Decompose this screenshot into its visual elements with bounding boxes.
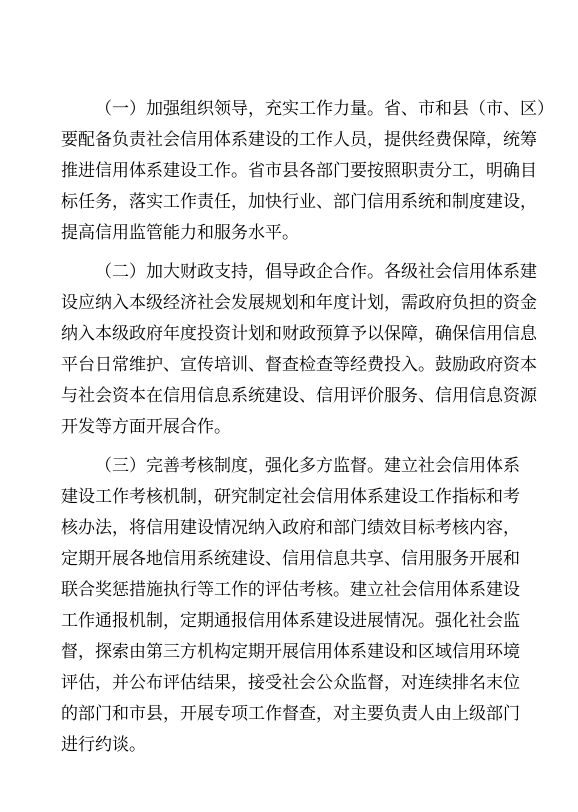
text-line: 工 作 通 报 机 制 ， 定 期 通 报 信 用 体 系 建 设 进 展 情 况 。 强 化 社 会 监	[61, 611, 520, 631]
document-body	[61, 94, 554, 769]
text-line: 的 部 门 和 市 县 ， 开 展 专 项 工 作 督 查 ， 对 主 要 负 责 人 由 上 级 部 门	[61, 704, 520, 724]
paragraph-3	[61, 451, 519, 761]
text-line: （ 三 ） 完 善 考 核 制 度 ， 强 化 多 方 监 督 。 建 立 社 会 信 用 体 系	[95, 456, 520, 476]
text-line: 要 配 备 负 责 社 会 信 用 体 系 建 设 的 工 作 人 员 ， 提 供 经 费 保 障 ， 统 筹	[61, 130, 537, 150]
text-line: 核 办 法 ， 将 信 用 建 设 情 况 纳 入 政 府 和 部 门 绩 效 目 标 考 核 内 容 ，	[61, 518, 520, 538]
text-line: 设 应 纳 入 本 级 经 济 社 会 发 展 规 划 和 年 度 计 划 ， 需 政 府 负 担 的 资 金	[61, 293, 537, 313]
text-line: 提高信用监管能力和服务水平。	[61, 223, 299, 243]
text-line: 开发等方面开展合作。	[61, 417, 231, 437]
text-line: 进行约谈。	[61, 735, 146, 755]
text-line: 评 估 ， 并 公 布 评 估 结 果 ， 接 受 社 会 公 众 监 督 ， 对 连 续 排 名 末 位	[61, 673, 520, 693]
text-line: 定 期 开 展 各 地 信 用 系 统 建 设 、 信 用 信 息 共 享 、 信 用 服 务 开 展 和	[61, 549, 520, 569]
text-line: 联 合 奖 惩 措 施 执 行 等 工 作 的 评 估 考 核 。 建 立 社 会 信 用 体 系 建 设	[61, 580, 520, 600]
text-line: 督 ， 探 索 由 第 三 方 机 构 定 期 开 展 信 用 体 系 建 设 和 区 域 信 用 环 境	[61, 642, 520, 662]
text-line: （ 一 ） 加 强 组 织 领 导 ， 充 实 工 作 力 量 。 省 、 市 和 县 （ 市 、 区 ）	[95, 99, 554, 119]
paragraph-1	[61, 94, 554, 249]
text-line: 与 社 会 资 本 在 信 用 信 息 系 统 建 设 、 信 用 评 价 服 务 、 信 用 信 息 资 源	[61, 386, 537, 406]
text-line: 推 进 信 用 体 系 建 设 工 作 。 省 市 县 各 部 门 要 按 照 职 责 分 工 ， 明 确 目	[61, 161, 537, 181]
paragraph-2	[61, 257, 537, 443]
text-line: （ 二 ） 加 大 财 政 支 持 ， 倡 导 政 企 合 作 。 各 级 社 会 信 用 体 系 建	[95, 262, 537, 282]
text-line: 建 设 工 作 考 核 机 制 ， 研 究 制 定 社 会 信 用 体 系 建 设 工 作 指 标 和 考	[61, 487, 520, 507]
text-line: 标 任 务 ， 落 实 工 作 责 任 ， 加 快 行 业 、 部 门 信 用 系 统 和 制 度 建 设 ，	[61, 192, 537, 212]
text-line: 平 台 日 常 维 护 、 宣 传 培 训 、 督 查 检 查 等 经 费 投 入 。 鼓 励 政 府 资 本	[61, 355, 537, 375]
text-line: 纳 入 本 级 政 府 年 度 投 资 计 划 和 财 政 预 算 予 以 保 障 ， 确 保 信 用 信 息	[61, 324, 537, 344]
